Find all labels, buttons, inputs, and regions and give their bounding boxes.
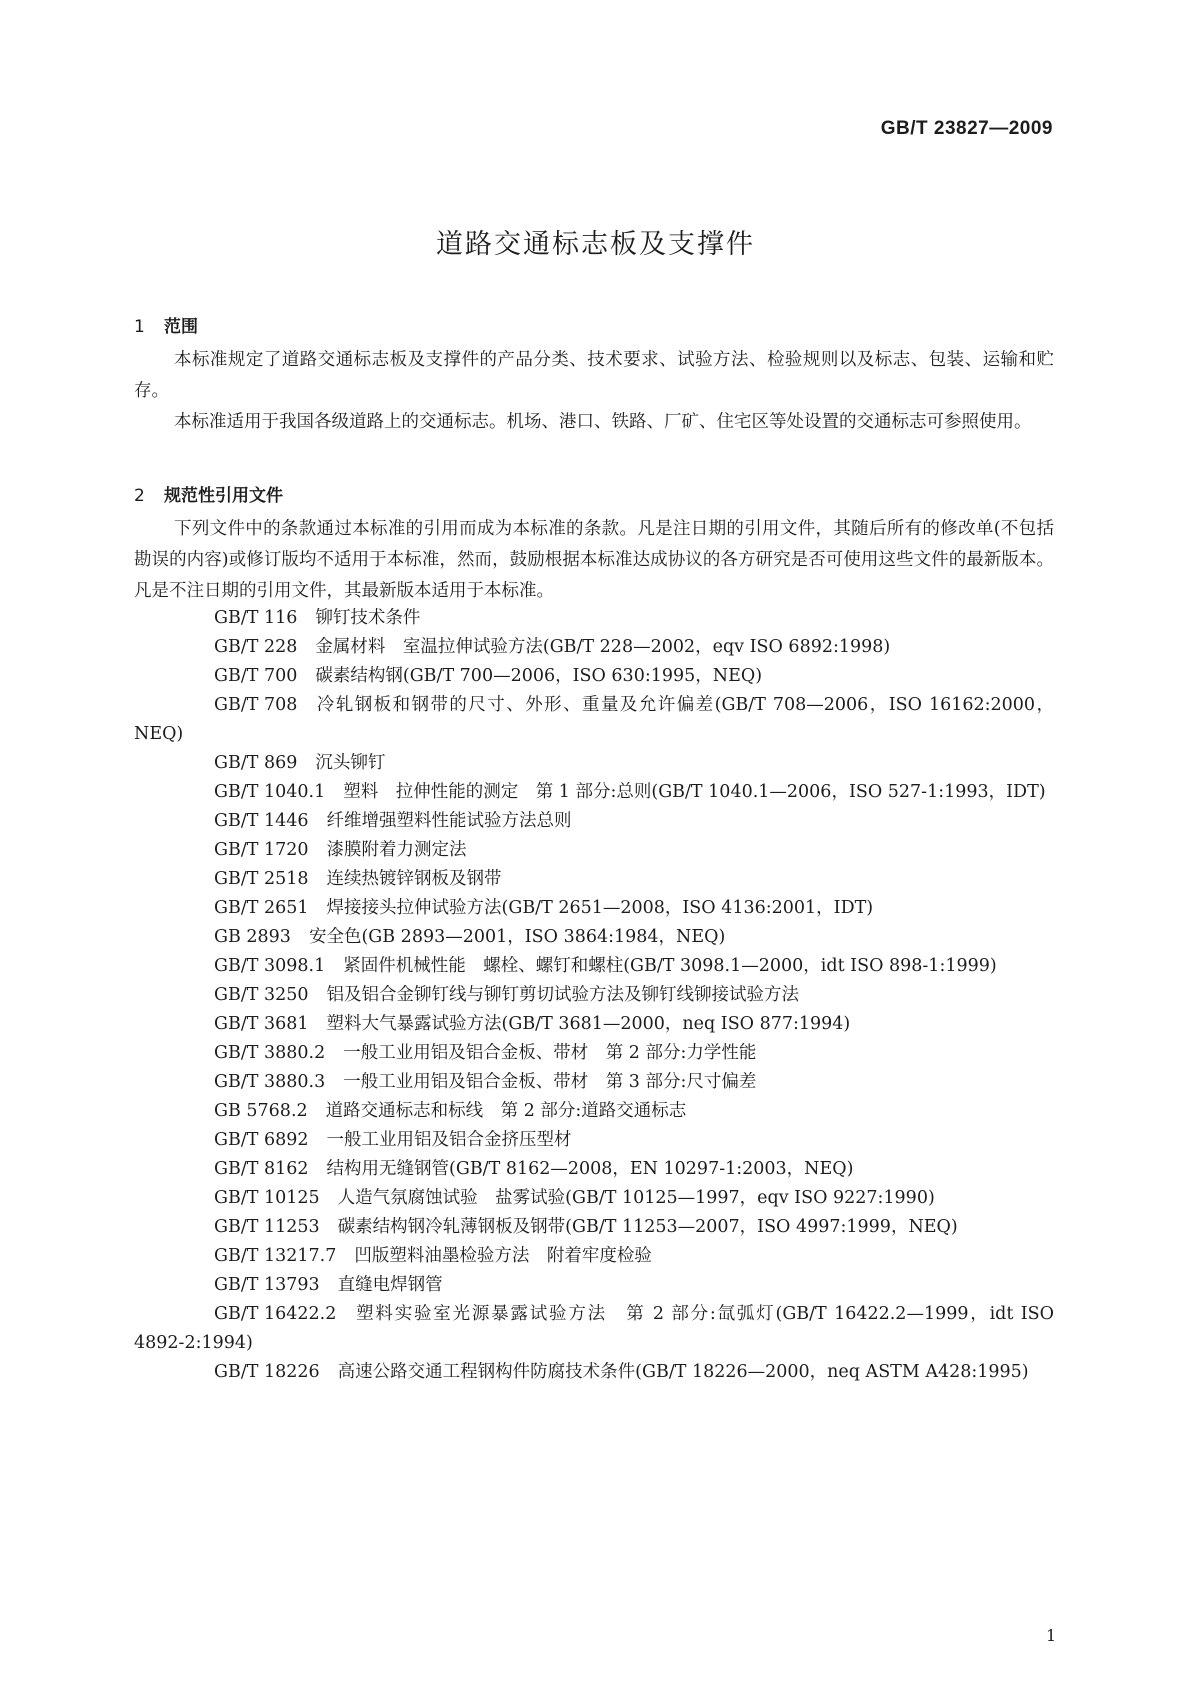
reference-title: 一般工业用铝及铝合金板、带材 第 2 部分:力学性能 <box>343 1043 757 1063</box>
reference-code: GB/T 700 <box>214 666 298 686</box>
reference-code: GB/T 228 <box>214 637 298 657</box>
reference-item <box>134 1300 1054 1358</box>
reference-title: 金属材料 室温拉伸试验方法(GB/T 228—2002，eqv ISO 6892:1998) <box>315 637 891 657</box>
reference-code: GB/T 13793 <box>214 1275 320 1295</box>
reference-item <box>134 604 1054 633</box>
reference-item <box>134 1126 1054 1155</box>
normative-references-list <box>134 604 1054 1387</box>
reference-code: GB/T 3880.2 <box>214 1043 326 1063</box>
reference-title: 塑料大气暴露试验方法(GB/T 3681—2000，neq ISO 877:1994) <box>326 1014 851 1034</box>
reference-title: 沉头铆钉 <box>315 753 386 773</box>
reference-code: GB/T 8162 <box>214 1159 309 1179</box>
reference-code: GB/T 10125 <box>214 1188 320 1208</box>
reference-item <box>134 1097 1054 1126</box>
reference-title: 纤维增强塑料性能试验方法总则 <box>326 811 572 831</box>
reference-code: GB/T 3880.3 <box>214 1072 326 1092</box>
reference-title: 结构用无缝钢管(GB/T 8162—2008，EN 10297-1:2003，NEQ) <box>326 1159 854 1179</box>
standard-code: GB/T 23827—2009 <box>880 118 1053 139</box>
reference-code: GB/T 116 <box>214 608 298 628</box>
reference-item <box>134 1213 1054 1242</box>
reference-item <box>134 1358 1054 1387</box>
reference-item <box>134 923 1054 952</box>
reference-item <box>134 952 1054 981</box>
section-2-number: 2 <box>134 486 145 506</box>
reference-title: 碳素结构钢冷轧薄钢板及钢带(GB/T 11253—2007，ISO 4997:1999，NEQ) <box>337 1217 958 1237</box>
reference-item <box>134 633 1054 662</box>
reference-item <box>134 749 1054 778</box>
reference-code: GB/T 708 <box>214 695 298 715</box>
reference-item <box>134 1184 1054 1213</box>
reference-code: GB/T 18226 <box>214 1362 320 1382</box>
reference-title: 凹版塑料油墨检验方法 附着牢度检验 <box>354 1246 652 1266</box>
reference-title: 塑料实验室光源暴露试验方法 第 2 部分:氙弧灯(GB/T 16422.2—1999，idt ISO 4892-2:1994) <box>134 1304 1054 1353</box>
reference-title: 直缝电焊钢管 <box>337 1275 443 1295</box>
scope-paragraph-1: 本标准规定了道路交通标志板及支撑件的产品分类、技术要求、试验方法、检验规则以及标志、包装、运输和贮存。 <box>134 350 1054 401</box>
reference-item <box>134 778 1054 807</box>
reference-code: GB/T 13217.7 <box>214 1246 337 1266</box>
reference-title: 一般工业用铝及铝合金板、带材 第 3 部分:尺寸偏差 <box>343 1072 757 1092</box>
reference-code: GB/T 3098.1 <box>214 956 326 976</box>
reference-item <box>134 836 1054 865</box>
reference-code: GB 5768.2 <box>214 1101 308 1121</box>
reference-code: GB/T 3681 <box>214 1014 309 1034</box>
reference-code: GB/T 11253 <box>214 1217 320 1237</box>
reference-title: 铝及铝合金铆钉线与铆钉剪切试验方法及铆钉线铆接试验方法 <box>326 985 800 1005</box>
reference-code: GB/T 16422.2 <box>214 1304 337 1324</box>
reference-code: GB/T 2651 <box>214 898 309 918</box>
section-2-title: 规范性引用文件 <box>164 486 283 506</box>
reference-code: GB/T 1446 <box>214 811 309 831</box>
reference-item <box>134 807 1054 836</box>
reference-code: GB/T 2518 <box>214 869 309 889</box>
reference-title: 塑料 拉伸性能的测定 第 1 部分:总则(GB/T 1040.1—2006，ISO 527-1:1993，IDT) <box>343 782 1046 802</box>
reference-title: 碳素结构钢(GB/T 700—2006，ISO 630:1995，NEQ) <box>315 666 763 686</box>
reference-title: 人造气氛腐蚀试验 盐雾试验(GB/T 10125—1997，eqv ISO 9227:1990) <box>337 1188 935 1208</box>
reference-title: 道路交通标志和标线 第 2 部分:道路交通标志 <box>325 1101 687 1121</box>
section-1-heading <box>134 312 198 337</box>
reference-code: GB/T 1040.1 <box>214 782 326 802</box>
reference-code: GB/T 3250 <box>214 985 309 1005</box>
section-1-number: 1 <box>134 317 145 337</box>
reference-title: 铆钉技术条件 <box>315 608 421 628</box>
reference-item <box>134 865 1054 894</box>
reference-item <box>134 1039 1054 1068</box>
reference-code: GB/T 869 <box>214 753 298 773</box>
reference-title: 高速公路交通工程钢构件防腐技术条件(GB/T 18226—2000，neq ASTM A428:1995) <box>337 1362 1029 1382</box>
reference-item <box>134 1271 1054 1300</box>
reference-code: GB 2893 <box>214 927 291 947</box>
reference-title: 一般工业用铝及铝合金挤压型材 <box>326 1130 572 1150</box>
reference-item <box>134 981 1054 1010</box>
reference-code: GB/T 6892 <box>214 1130 309 1150</box>
reference-title: 安全色(GB 2893—2001，ISO 3864:1984，NEQ) <box>308 927 726 947</box>
document-title: 道路交通标志板及支撑件 <box>436 229 755 260</box>
reference-item <box>134 1068 1054 1097</box>
reference-title: 紧固件机械性能 螺栓、螺钉和螺柱(GB/T 3098.1—2000，idt ISO 898-1:1999) <box>343 956 997 976</box>
section-2-heading <box>134 481 283 506</box>
reference-item <box>134 1155 1054 1184</box>
reference-item <box>134 1010 1054 1039</box>
reference-item <box>134 662 1054 691</box>
reference-title: 连续热镀锌钢板及钢带 <box>326 869 502 889</box>
reference-title: 冷轧钢板和钢带的尺寸、外形、重量及允许偏差(GB/T 708—2006，ISO 16162:2000，NEQ) <box>134 695 1054 744</box>
reference-item <box>134 691 1054 749</box>
page-number: 1 <box>1046 1626 1057 1645</box>
reference-title: 焊接接头拉伸试验方法(GB/T 2651—2008，ISO 4136:2001，IDT) <box>326 898 874 918</box>
reference-item <box>134 1242 1054 1271</box>
references-intro: 下列文件中的条款通过本标准的引用而成为本标准的条款。凡是注日期的引用文件，其随后所有的修改单(不包括勘误的内容)或修订版均不适用于本标准，然而，鼓励根据本标准达成协议的各方研究是否可使用这些文件的最新版本。凡是不注日期的引用文件，其最新版本适用于本标准。 <box>134 519 1054 601</box>
section-1-title: 范围 <box>164 317 198 337</box>
scope-paragraph-2: 本标准适用于我国各级道路上的交通标志。机场、港口、铁路、厂矿、住宅区等处设置的交通标志可参照使用。 <box>174 412 1032 432</box>
reference-item <box>134 894 1054 923</box>
reference-title: 漆膜附着力测定法 <box>326 840 467 860</box>
reference-code: GB/T 1720 <box>214 840 309 860</box>
